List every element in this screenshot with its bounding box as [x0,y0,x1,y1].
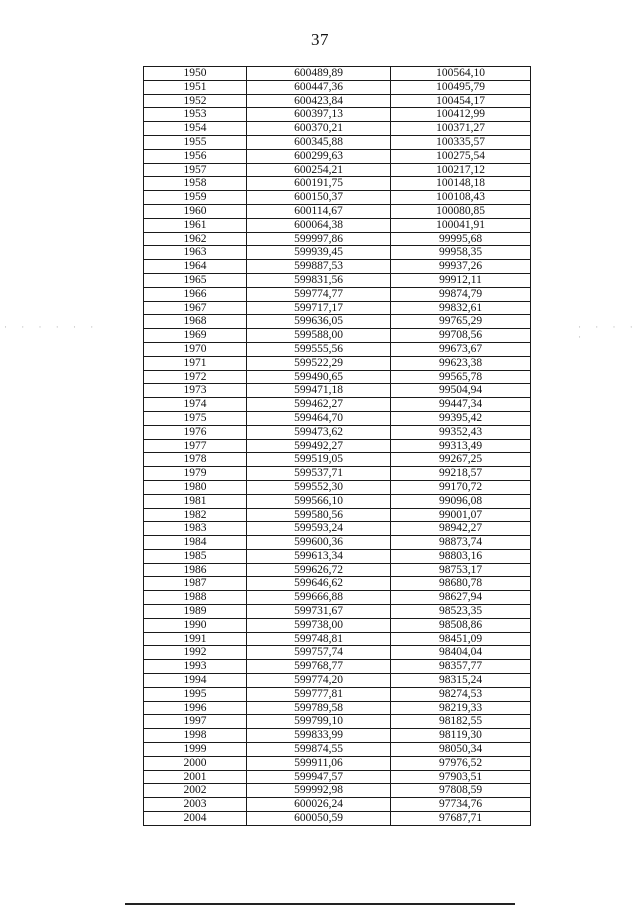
value-b-cell: 98451,09 [391,632,531,646]
table-row [144,729,531,743]
value-a-cell: 600026,24 [247,798,391,812]
value-b-cell: 99708,56 [391,329,531,343]
table-row [144,522,531,536]
value-b-cell: 100564,10 [391,67,531,81]
value-b-cell: 100217,12 [391,163,531,177]
value-b-cell: 98357,77 [391,660,531,674]
table-row [144,549,531,563]
year-cell: 1998 [144,729,247,743]
year-cell: 1951 [144,80,247,94]
value-b-cell: 99096,08 [391,494,531,508]
year-cell: 2000 [144,756,247,770]
year-cell: 1976 [144,425,247,439]
value-b-cell: 100335,57 [391,135,531,149]
year-cell: 1977 [144,439,247,453]
year-cell: 1983 [144,522,247,536]
value-b-cell: 98508,86 [391,618,531,632]
table-row [144,398,531,412]
value-a-cell: 599831,56 [247,273,391,287]
year-cell: 2004 [144,812,247,826]
year-cell: 1967 [144,301,247,315]
year-cell: 1954 [144,122,247,136]
value-a-cell: 599789,58 [247,701,391,715]
year-cell: 1971 [144,356,247,370]
value-a-cell: 599997,86 [247,232,391,246]
value-a-cell: 599757,74 [247,646,391,660]
value-a-cell: 599566,10 [247,494,391,508]
year-cell: 2003 [144,798,247,812]
table-row [144,660,531,674]
coordinates-table [143,66,531,826]
table-row [144,191,531,205]
table-row [144,605,531,619]
table-row [144,177,531,191]
table-row [144,453,531,467]
table-row [144,301,531,315]
year-cell: 1990 [144,618,247,632]
year-cell: 1987 [144,577,247,591]
value-a-cell: 600447,36 [247,80,391,94]
value-b-cell: 100454,17 [391,94,531,108]
value-b-cell: 100412,99 [391,108,531,122]
value-b-cell: 99352,43 [391,425,531,439]
value-b-cell: 98680,78 [391,577,531,591]
value-a-cell: 599748,81 [247,632,391,646]
year-cell: 1984 [144,536,247,550]
value-b-cell: 100495,79 [391,80,531,94]
value-b-cell: 97976,52 [391,756,531,770]
value-a-cell: 599626,72 [247,563,391,577]
table-row [144,80,531,94]
year-cell: 1972 [144,370,247,384]
year-cell: 1965 [144,273,247,287]
value-b-cell: 97903,51 [391,770,531,784]
year-cell: 1970 [144,342,247,356]
value-a-cell: 599768,77 [247,660,391,674]
table-row [144,687,531,701]
table-row [144,618,531,632]
year-cell: 1985 [144,549,247,563]
value-b-cell: 99874,79 [391,287,531,301]
table-row [144,770,531,784]
year-cell: 1982 [144,508,247,522]
value-a-cell: 599992,98 [247,784,391,798]
year-cell: 1956 [144,149,247,163]
value-b-cell: 99912,11 [391,273,531,287]
left-margin-dots: · · · · · · [4,322,100,332]
table-row [144,163,531,177]
value-a-cell: 600299,63 [247,149,391,163]
value-a-cell: 599911,06 [247,756,391,770]
value-b-cell: 98627,94 [391,591,531,605]
value-b-cell: 100041,91 [391,218,531,232]
value-b-cell: 98119,30 [391,729,531,743]
value-a-cell: 599799,10 [247,715,391,729]
value-b-cell: 99447,34 [391,398,531,412]
year-cell: 1994 [144,674,247,688]
table-row [144,232,531,246]
table-row [144,218,531,232]
table-row [144,149,531,163]
table-row [144,577,531,591]
year-cell: 1973 [144,384,247,398]
value-a-cell: 599774,77 [247,287,391,301]
table-row [144,591,531,605]
year-cell: 1968 [144,315,247,329]
value-a-cell: 599646,62 [247,577,391,591]
table-row [144,715,531,729]
value-a-cell: 599552,30 [247,480,391,494]
value-b-cell: 99504,94 [391,384,531,398]
value-b-cell: 98404,04 [391,646,531,660]
table-row [144,784,531,798]
year-cell: 1975 [144,411,247,425]
value-a-cell: 599731,67 [247,605,391,619]
year-cell: 1950 [144,67,247,81]
value-a-cell: 600370,21 [247,122,391,136]
value-a-cell: 599588,00 [247,329,391,343]
value-a-cell: 599519,05 [247,453,391,467]
year-cell: 1995 [144,687,247,701]
right-margin-dots: · · · · · [578,322,639,342]
value-a-cell: 599939,45 [247,246,391,260]
table-row [144,246,531,260]
value-a-cell: 599473,62 [247,425,391,439]
table-row [144,743,531,757]
value-b-cell: 98873,74 [391,536,531,550]
value-a-cell: 599874,55 [247,743,391,757]
value-a-cell: 599462,27 [247,398,391,412]
table-row [144,632,531,646]
value-a-cell: 599522,29 [247,356,391,370]
value-a-cell: 599593,24 [247,522,391,536]
value-b-cell: 98274,53 [391,687,531,701]
value-a-cell: 600064,38 [247,218,391,232]
year-cell: 1955 [144,135,247,149]
value-a-cell: 600050,59 [247,812,391,826]
year-cell: 1981 [144,494,247,508]
table-row [144,756,531,770]
value-b-cell: 97808,59 [391,784,531,798]
value-a-cell: 600191,75 [247,177,391,191]
value-a-cell: 599471,18 [247,384,391,398]
value-b-cell: 98753,17 [391,563,531,577]
table-row [144,94,531,108]
value-a-cell: 599464,70 [247,411,391,425]
year-cell: 1961 [144,218,247,232]
value-a-cell: 599537,71 [247,467,391,481]
value-b-cell: 99995,68 [391,232,531,246]
year-cell: 1966 [144,287,247,301]
table-row [144,701,531,715]
value-b-cell: 100080,85 [391,204,531,218]
table-row [144,439,531,453]
table-row [144,370,531,384]
year-cell: 1996 [144,701,247,715]
value-b-cell: 100275,54 [391,149,531,163]
value-a-cell: 599636,05 [247,315,391,329]
value-a-cell: 600397,13 [247,108,391,122]
table-row [144,342,531,356]
value-a-cell: 599666,88 [247,591,391,605]
table-row [144,329,531,343]
value-b-cell: 98050,34 [391,743,531,757]
table-row [144,287,531,301]
year-cell: 1989 [144,605,247,619]
table-row [144,356,531,370]
year-cell: 1964 [144,260,247,274]
value-b-cell: 99565,78 [391,370,531,384]
value-a-cell: 600254,21 [247,163,391,177]
year-cell: 1958 [144,177,247,191]
value-b-cell: 99001,07 [391,508,531,522]
value-b-cell: 99832,61 [391,301,531,315]
value-a-cell: 599490,65 [247,370,391,384]
value-b-cell: 100371,27 [391,122,531,136]
value-a-cell: 600423,84 [247,94,391,108]
year-cell: 1980 [144,480,247,494]
value-b-cell: 98942,27 [391,522,531,536]
value-a-cell: 599738,00 [247,618,391,632]
value-b-cell: 98803,16 [391,549,531,563]
year-cell: 1952 [144,94,247,108]
value-a-cell: 599777,81 [247,687,391,701]
year-cell: 1960 [144,204,247,218]
table-row [144,480,531,494]
value-b-cell: 99623,38 [391,356,531,370]
table-row [144,108,531,122]
value-a-cell: 599580,56 [247,508,391,522]
value-b-cell: 99958,35 [391,246,531,260]
page-number: 37 [311,30,329,49]
value-b-cell: 99937,26 [391,260,531,274]
value-a-cell: 600489,89 [247,67,391,81]
value-b-cell: 98315,24 [391,674,531,688]
value-a-cell: 599717,17 [247,301,391,315]
table-row [144,536,531,550]
year-cell: 1978 [144,453,247,467]
value-b-cell: 100148,18 [391,177,531,191]
year-cell: 2001 [144,770,247,784]
year-cell: 1959 [144,191,247,205]
value-a-cell: 599887,53 [247,260,391,274]
value-a-cell: 599600,36 [247,536,391,550]
table-row [144,204,531,218]
year-cell: 1988 [144,591,247,605]
value-b-cell: 99267,25 [391,453,531,467]
year-cell: 1963 [144,246,247,260]
coordinates-table-container [143,66,530,826]
value-a-cell: 599833,99 [247,729,391,743]
year-cell: 1974 [144,398,247,412]
value-b-cell: 99170,72 [391,480,531,494]
table-row [144,467,531,481]
value-b-cell: 99673,67 [391,342,531,356]
table-row [144,646,531,660]
year-cell: 1969 [144,329,247,343]
table-body [144,67,531,826]
value-b-cell: 99313,49 [391,439,531,453]
table-row [144,67,531,81]
value-b-cell: 98523,35 [391,605,531,619]
table-row [144,122,531,136]
table-row [144,508,531,522]
year-cell: 1979 [144,467,247,481]
table-row [144,563,531,577]
value-a-cell: 599774,20 [247,674,391,688]
table-row [144,425,531,439]
table-row [144,135,531,149]
year-cell: 1992 [144,646,247,660]
value-b-cell: 100108,43 [391,191,531,205]
year-cell: 2002 [144,784,247,798]
year-cell: 1997 [144,715,247,729]
value-a-cell: 599492,27 [247,439,391,453]
value-b-cell: 99395,42 [391,411,531,425]
year-cell: 1953 [144,108,247,122]
year-cell: 1993 [144,660,247,674]
table-row [144,384,531,398]
table-row [144,411,531,425]
value-a-cell: 600114,67 [247,204,391,218]
year-cell: 1991 [144,632,247,646]
table-row [144,812,531,826]
year-cell: 1957 [144,163,247,177]
value-a-cell: 599555,56 [247,342,391,356]
value-b-cell: 99218,57 [391,467,531,481]
table-row [144,798,531,812]
table-row [144,674,531,688]
year-cell: 1962 [144,232,247,246]
year-cell: 1999 [144,743,247,757]
value-b-cell: 99765,29 [391,315,531,329]
value-b-cell: 98182,55 [391,715,531,729]
value-b-cell: 97687,71 [391,812,531,826]
table-row [144,260,531,274]
year-cell: 1986 [144,563,247,577]
table-row [144,273,531,287]
value-a-cell: 600150,37 [247,191,391,205]
table-row [144,315,531,329]
table-row [144,494,531,508]
value-a-cell: 599947,57 [247,770,391,784]
value-a-cell: 599613,34 [247,549,391,563]
value-b-cell: 98219,33 [391,701,531,715]
value-a-cell: 600345,88 [247,135,391,149]
value-b-cell: 97734,76 [391,798,531,812]
